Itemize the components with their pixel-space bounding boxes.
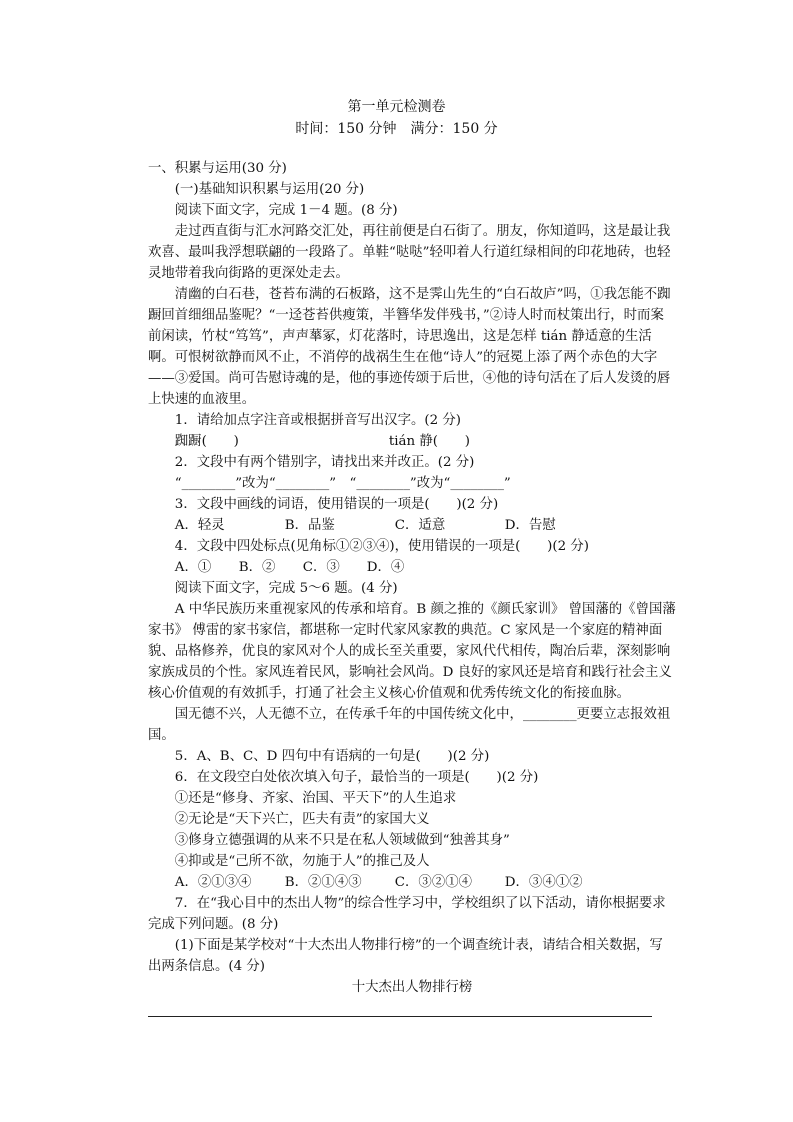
- option-b: B．品鉴: [284, 518, 335, 533]
- question-6-options: [148, 872, 676, 893]
- passage-paragraph-2: 清幽的白石巷，苍苔布满的石板路，这不是霁山先生的“白石故庐”吗，①我怎能不踟蹰回首细细品鉴呢？“一迳苍苔供瘦策，半簪华发伴残书，”②诗人时而杖策出行，时而案前闲读，竹杖“笃笃”，声声蕐冢，灯花落时，诗思逸出，这是怎样 tián 静适意的生活啊。可恨树欲静而风不止，不消停的战祸生生在他“诗人”的冠冕上添了两个赤色的大字——③爱国。尚可告慰诗魂的是，他的事迹传颂于后世，④他的诗句活在了后人发烫的唇上快速的血液里。: [148, 287, 671, 407]
- question-1: 1．请给加点字注音或根据拼音写出汉字。(2 分): [174, 413, 461, 428]
- option-a: A．①: [174, 560, 212, 575]
- exam-content: [148, 158, 676, 998]
- passage-paragraph-3: A 中华民族历来重视家风的传承和培育。B 颜之推的《颜氏家训》 曾国藩的《曾国藩家书》 傅雷的家书家信，都堪称一定时代家风家教的典范。C 家风是一个家庭的精神面貌、品格修养，优良的家风对个人的成长至关重要，家风代代相传，陶冶后辈，深刻影响家族成员的个性。家风连着民风，影响社会风尚。D 良好的家风还是培育和践行社会主义核心价值观的有效抓手，打通了社会主义核心价值观和优秀传统文化的衔接血脉。: [148, 602, 676, 701]
- reading-instruction-2: 阅读下面文字，完成 5～6 题。(4 分): [174, 581, 398, 596]
- section-heading: 一、积累与运用(30 分): [148, 161, 287, 176]
- option-a: A．②①③④: [174, 875, 252, 890]
- option-d: D．告慰: [504, 518, 556, 533]
- option-b: B．②①④③: [284, 875, 362, 890]
- option-b: B．②: [238, 560, 276, 575]
- option-c: C．③②①④: [394, 875, 472, 890]
- subsection-heading: (一)基础知识积累与运用(20 分): [174, 182, 365, 197]
- option-a: A．轻灵: [174, 518, 225, 533]
- question-4-options: [148, 557, 676, 578]
- table-caption: 十大杰出人物排行榜: [351, 980, 473, 995]
- q1-item-b: tián 静( ): [388, 434, 470, 449]
- answer-line: [148, 1016, 652, 1017]
- question-1-items: [148, 431, 676, 452]
- question-7-part-1: (1)下面是某学校对“十大杰出人物排行榜”的一个调查统计表，请结合相关数据，写出两条信息。(4 分): [148, 938, 663, 974]
- exam-info: 时间：150 分钟 满分：150 分: [295, 121, 498, 137]
- option-d: D．④: [366, 560, 405, 575]
- question-7: 7．在“我心目中的杰出人物”的综合性学习中，学校组织了以下活动，请你根据要求完成下列问题。(8 分): [148, 896, 666, 932]
- option-d: D．③④①②: [504, 875, 583, 890]
- sentence-option-2: ②无论是“天下兴亡，匹夫有责”的家国大义: [174, 812, 430, 827]
- passage-paragraph-1: 走过西直街与汇水河路交汇处，再往前便是白石街了。朋友，你知道吗，这是最让我欢喜、最叫我浮想联翩的一段路了。单鞋“哒哒”轻叩着人行道红绿相间的印花地砖，也轻灵地带着我向街路的更深处走去。: [148, 224, 671, 281]
- question-6: 6．在文段空白处依次填入句子，最恰当的一项是( )(2 分): [174, 770, 539, 785]
- option-c: C．③: [302, 560, 340, 575]
- sentence-option-4: ④抑或是“己所不欲，勿施于人”的推己及人: [174, 854, 430, 869]
- passage-paragraph-4: 国无德不兴，人无德不立，在传承千年的中国传统文化中，________更要立志报效祖国。: [148, 707, 671, 743]
- question-4: 4．文段中四处标点(见角标①②③④)，使用错误的一项是( )(2 分): [174, 539, 589, 554]
- sentence-option-3: ③修身立德强调的从来不只是在私人领域做到“独善其身”: [174, 833, 510, 848]
- q1-item-a: 踟蹰( ): [174, 434, 239, 449]
- question-3: 3．文段中画线的词语，使用错误的一项是( )(2 分): [174, 497, 499, 512]
- question-5: 5．A、B、C、D 四句中有语病的一句是( )(2 分): [174, 749, 490, 764]
- page-title: 第一单元检测卷: [347, 99, 446, 115]
- option-c: C．适意: [394, 518, 446, 533]
- sentence-option-1: ①还是“修身、齐家、治国、平天下”的人生追求: [174, 791, 457, 806]
- question-2: 2．文段中有两个错别字，请找出来并改正。(2 分): [174, 455, 475, 470]
- question-3-options: [148, 515, 676, 536]
- question-2-blanks: “________”改为“________” “________”改为“________”: [174, 476, 511, 491]
- reading-instruction: 阅读下面文字，完成 1－4 题。(8 分): [174, 203, 398, 218]
